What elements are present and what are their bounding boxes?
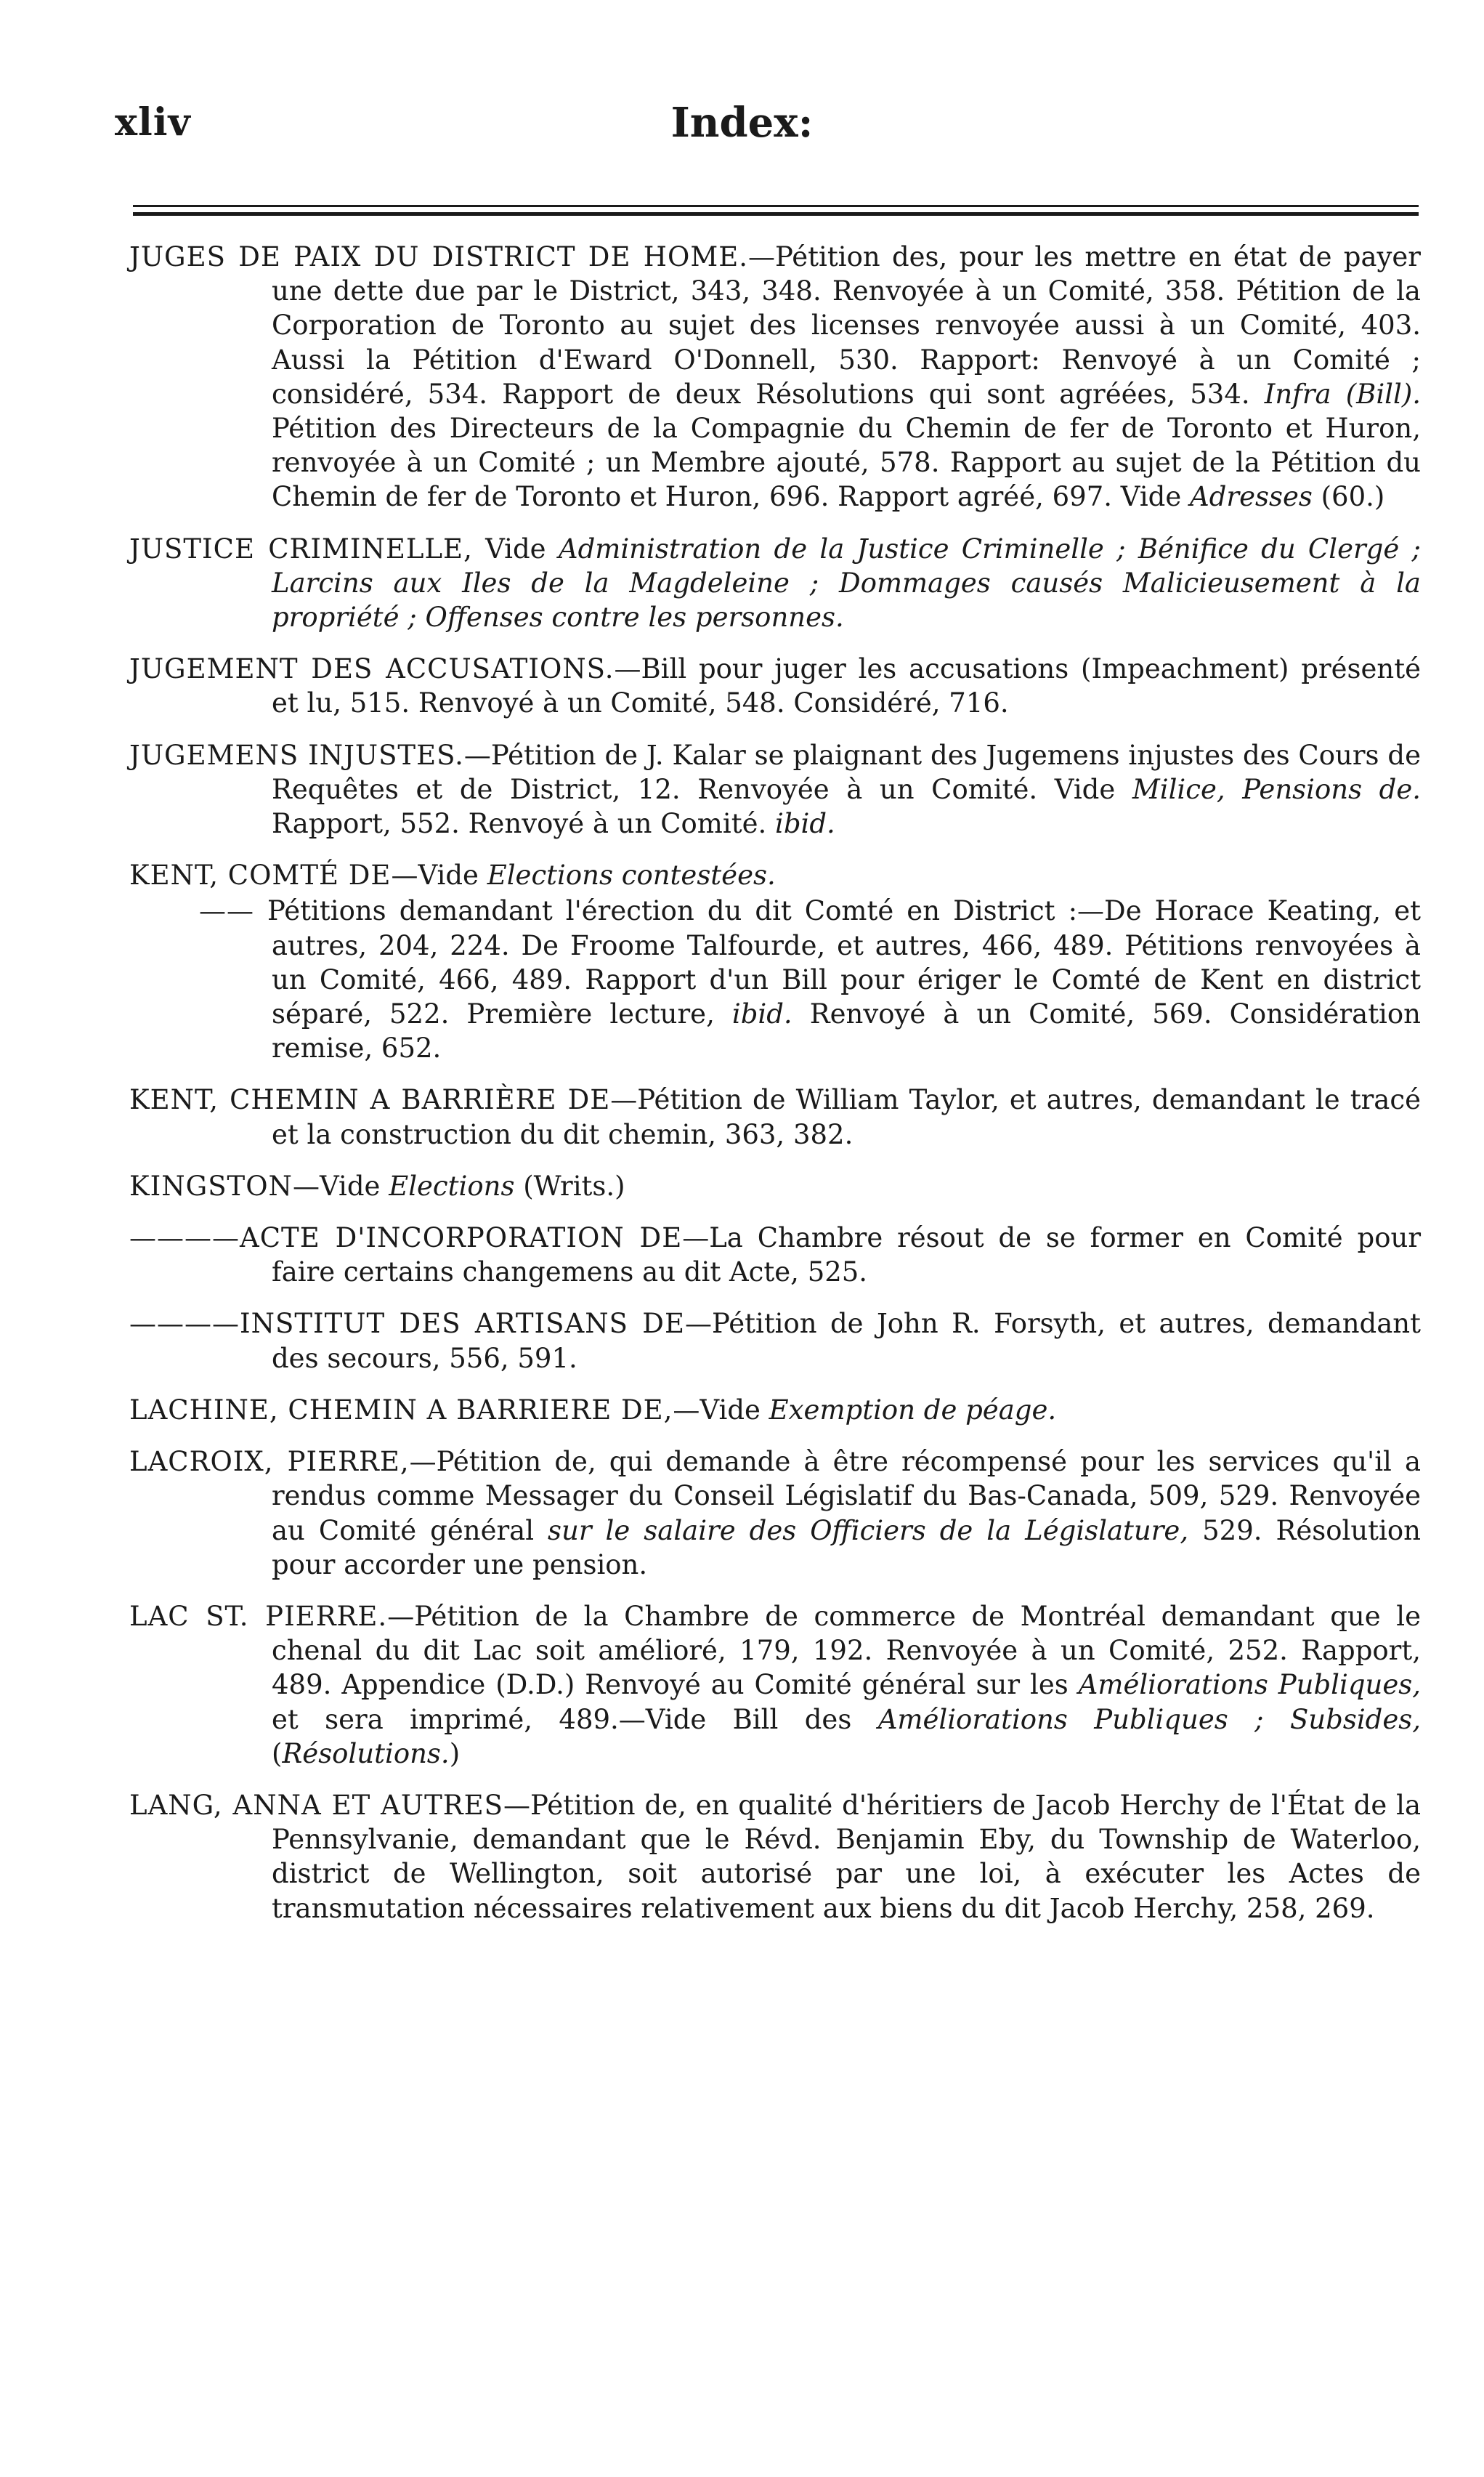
entry-heading: JUGEMENT DES ACCUSATIONS. <box>129 653 615 685</box>
entry-text: Pétition des Directeurs de la Compagnie du Chemin de fer de Toronto et Huron, renvoyée à un Comité ; un Membre ajouté, 578. Rapport au sujet de la Pétition du Chemin de fer de Toronto et Huron, 696. Rapport agréé, 697. Vide <box>272 413 1421 513</box>
entry-text: ( <box>272 1737 283 1769</box>
entry-heading: LACHINE, CHEMIN A BARRIERE DE, <box>129 1394 673 1426</box>
entry-text: —Vide <box>673 1394 769 1426</box>
entry-text: —La Chambre résout de se former en Comité pour faire certains changemens au dit Acte, 525. <box>272 1222 1422 1288</box>
entry-reference-italic: Infra (Bill). <box>1264 378 1422 410</box>
entry-reference-italic: Elections <box>389 1170 515 1202</box>
index-entry <box>129 1444 1421 1582</box>
entry-heading: ————ACTE D'INCORPORATION DE <box>129 1222 683 1254</box>
entry-text: Rapport, 552. Renvoyé à un Comité. <box>272 808 775 840</box>
entry-text: —Pétition de J. Kalar se plaignant des Jugemens injustes des Cours de Requêtes et de District, 12. Renvoyée à un Comité. Vide <box>272 739 1421 805</box>
entry-text: —Pétition des, pour les mettre en état de payer une dette due par le District, 343, 348. Renvoyée à un Comité, 358. Pétition de la Corporation de Toronto au sujet des licenses renvoyée aussi à un Comité, 403. Aussi la Pétition d'Eward O'Donnell, 530. Rapport: Renvoyé à un Comité ; considéré, 534. Rapport de deux Résolutions qui sont agréées, 534. <box>272 241 1421 410</box>
entry-text: —Pétition de William Taylor, et autres, demandant le tracé et la construction du dit chemin, 363, 382. <box>272 1084 1421 1150</box>
index-entry <box>129 1788 1421 1926</box>
entry-heading: KINGSTON <box>129 1170 293 1202</box>
entry-text: —Vide <box>292 1170 389 1202</box>
entry-heading: KENT, CHEMIN A BARRIÈRE DE <box>129 1084 611 1116</box>
index-entry <box>129 858 1421 892</box>
entry-text: ) <box>449 1737 461 1769</box>
entry-reference-italic: Administration de la Justice Criminelle ; Bénifice du Clergé ; Larcins aux Iles de la Magdeleine ; Dommages causés Malicieusement à la propriété ; Offenses contre les personnes. <box>272 533 1421 634</box>
entry-reference-italic: Adresses <box>1190 481 1313 513</box>
header-rule-thin <box>133 205 1419 207</box>
entry-text: (60.) <box>1312 481 1385 513</box>
entry-reference-italic: sur le salaire des Officiers de la Législature, <box>548 1514 1189 1546</box>
entry-text: —Pétition de John R. Forsyth, et autres, demandant des secours, 556, 591. <box>272 1308 1421 1374</box>
entry-text: —Pétition de, en qualité d'héritiers de Jacob Herchy de l'État de la Pennsylvanie, demandant que le Révd. Benjamin Eby, du Township de Waterloo, district de Wellington, soit autorisé par une loi, à exécuter les Actes de transmutation nécessaires relativement aux biens du dit Jacob Herchy, 258, 269. <box>272 1789 1422 1924</box>
entry-reference-italic: Milice, Pensions de. <box>1132 773 1421 805</box>
entry-reference-italic: ibid. <box>775 808 835 840</box>
entry-heading: KENT, COMTÉ DE <box>129 860 392 892</box>
entry-reference-italic: Exemption de péage. <box>769 1394 1057 1426</box>
entry-heading: LANG, ANNA ET AUTRES <box>129 1789 503 1821</box>
index-entry <box>129 532 1421 635</box>
entry-text: (Writs.) <box>514 1170 625 1202</box>
entry-text: Pétitions demandant l'érection du dit Comté en District :—De Horace Keating, et autres, 204, 224. De Froome Talfourde, et autres, 466, 489. Pétitions renvoyées à un Comité, 466, 489. Rapport d'un Bill pour ériger le Comté de Kent en district séparé, 522. Première lecture, <box>254 895 1421 1030</box>
entry-text: 529. Résolution pour accorder une pension. <box>272 1514 1421 1580</box>
index-entry <box>129 1306 1421 1375</box>
index-entry <box>129 1169 1421 1203</box>
entry-text: Vide <box>472 533 559 565</box>
index-entry <box>129 1393 1421 1427</box>
index-entry <box>129 240 1421 514</box>
index-entries <box>129 240 1421 1943</box>
entry-text: —Bill pour juger les accusations (Impeachment) présenté et lu, 515. Renvoyé à un Comité, 548. Considéré, 716. <box>272 653 1422 719</box>
entry-text: —Pétition de la Chambre de commerce de Montréal demandant que le chenal du dit Lac soit amélioré, 179, 192. Renvoyée à un Comité, 252. Rapport, 489. Appendice (D.D.) Renvoyé au Comité général sur les <box>272 1600 1421 1701</box>
index-entry <box>129 652 1421 720</box>
entry-text: et sera imprimé, 489.—Vide Bill des <box>272 1703 878 1735</box>
index-entry <box>129 1221 1421 1289</box>
index-entry <box>129 1083 1421 1151</box>
entry-text: —Pétition de, qui demande à être récompensé pour les services qu'il a rendus comme Messager du Conseil Législatif du Bas-Canada, 509, 529. Renvoyée au Comité général <box>272 1446 1422 1546</box>
entry-heading: ————INSTITUT DES ARTISANS DE <box>129 1308 685 1340</box>
entry-heading: LACROIX, PIERRE, <box>129 1446 410 1478</box>
entry-reference-italic: Elections contestées. <box>487 860 776 892</box>
index-entry <box>129 894 1421 1065</box>
entry-heading: —— <box>199 895 254 927</box>
entry-text: Renvoyé à un Comité, 569. Considération remise, 652. <box>272 998 1421 1064</box>
entry-text: —Vide <box>391 860 487 892</box>
index-entry <box>129 738 1421 841</box>
page-number: xliv <box>115 100 191 145</box>
entry-heading: JUSTICE CRIMINELLE, <box>129 533 473 565</box>
entry-reference-italic: ibid. <box>731 998 792 1030</box>
entry-heading: LAC ST. PIERRE. <box>129 1600 388 1632</box>
index-entry <box>129 1599 1421 1771</box>
entry-reference-italic: Résolutions. <box>282 1737 450 1769</box>
entry-reference-italic: Améliorations Publiques, <box>1078 1669 1421 1701</box>
entry-heading: JUGEMENS INJUSTES. <box>129 739 464 771</box>
entry-reference-italic: Améliorations Publiques ; Subsides, <box>877 1703 1421 1735</box>
header-rule-thick <box>133 212 1419 216</box>
running-title: Index: <box>670 99 814 147</box>
entry-heading: JUGES DE PAIX DU DISTRICT DE HOME. <box>129 241 749 272</box>
